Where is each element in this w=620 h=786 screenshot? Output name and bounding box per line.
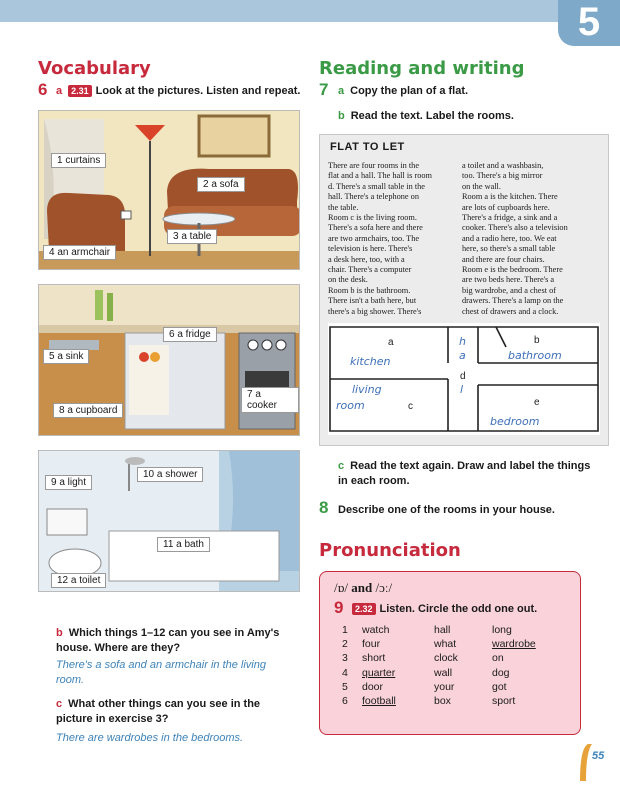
instruction-a-text: Copy the plan of a flat. bbox=[350, 85, 469, 97]
reading-heading: Reading and writing bbox=[319, 58, 525, 79]
label-toilet: 12 a toilet bbox=[51, 573, 106, 588]
word-option[interactable]: on bbox=[492, 652, 504, 665]
flat-text-column-1 bbox=[328, 161, 460, 317]
row-number: 4 bbox=[342, 666, 348, 679]
text-line: the table. bbox=[328, 202, 359, 212]
text-line: big wardrobe, and a chest of bbox=[462, 285, 556, 295]
sound-long-o: /ɔː/ bbox=[375, 580, 393, 595]
label-cooker: 7 a cooker bbox=[241, 387, 299, 413]
word-option[interactable]: box bbox=[434, 695, 451, 707]
sub-b: b bbox=[338, 110, 345, 122]
text-line: Room e is the bedroom. There bbox=[462, 265, 563, 275]
plan-room-e: e bbox=[534, 397, 540, 408]
word-option[interactable]: your bbox=[434, 680, 455, 693]
top-color-band bbox=[0, 0, 620, 22]
question-c-text: What other things can you see in the picture in exercise 3? bbox=[56, 698, 261, 725]
flat-text-column-2 bbox=[462, 161, 594, 317]
hand-label-hall-l: l bbox=[460, 383, 464, 396]
flat-plan bbox=[328, 323, 600, 435]
label-fridge: 6 a fridge bbox=[163, 327, 217, 342]
text-line: There's a sofa here and there bbox=[328, 223, 423, 233]
vocabulary-heading: Vocabulary bbox=[38, 58, 151, 79]
audio-track-badge[interactable]: 2.31 bbox=[68, 85, 92, 97]
text-line: are two beds here. There's a bbox=[462, 275, 555, 285]
unit-tab bbox=[558, 0, 620, 46]
word-option[interactable]: short bbox=[362, 652, 386, 665]
exercise-6-number: 6 bbox=[38, 80, 48, 99]
exercise-7-number: 7 bbox=[319, 80, 329, 99]
text-line: are lots of cupboards here. bbox=[462, 202, 550, 212]
sound-and: and bbox=[351, 580, 373, 595]
text-line: Room a is the kitchen. There bbox=[462, 192, 558, 202]
sound-short-o: /ɒ/ bbox=[334, 580, 349, 595]
exercise-7c-instruction bbox=[338, 459, 600, 489]
sub-c: c bbox=[56, 698, 63, 710]
text-line: chest of drawers and a clock. bbox=[462, 306, 559, 316]
label-bath: 11 a bath bbox=[157, 537, 210, 552]
word-option[interactable]: door bbox=[362, 680, 384, 693]
exercise-8-instruction: Describe one of the rooms in your house. bbox=[338, 504, 555, 516]
word-option[interactable]: long bbox=[492, 624, 512, 636]
hand-label-hall-a: a bbox=[459, 349, 466, 362]
word-option[interactable]: sport bbox=[492, 695, 516, 707]
bathroom-picture bbox=[38, 450, 300, 592]
kitchen-picture bbox=[38, 284, 300, 436]
text-line: on the wall. bbox=[462, 181, 501, 191]
row-number: 5 bbox=[342, 680, 348, 693]
text-line: there's a big shower. There's bbox=[328, 306, 422, 316]
audio-track-badge[interactable]: 2.32 bbox=[352, 603, 376, 615]
word-option[interactable]: wardrobe bbox=[492, 638, 536, 651]
exercise-6a-instruction bbox=[56, 85, 300, 97]
row-number: 3 bbox=[342, 652, 348, 665]
text-line: Room c is the living room. bbox=[328, 213, 417, 223]
flat-plan-diagram bbox=[328, 323, 600, 435]
instruction-c-text: Read the text again. Draw and label the things in each room. bbox=[338, 460, 591, 487]
text-line: are two armchairs, too. The bbox=[328, 233, 420, 243]
flat-to-let-box bbox=[319, 134, 609, 446]
label-sofa: 2 a sofa bbox=[197, 177, 245, 192]
text-line: chair. There's a computer bbox=[328, 265, 412, 275]
exercise-6c-question bbox=[56, 697, 296, 727]
plan-room-a: a bbox=[388, 337, 394, 348]
word-option[interactable]: hall bbox=[434, 624, 451, 636]
hand-label-living: living bbox=[352, 383, 382, 396]
row-number: 6 bbox=[342, 695, 348, 707]
text-line: a toilet and a washbasin, bbox=[462, 161, 544, 170]
label-sink: 5 a sink bbox=[43, 349, 89, 364]
word-option[interactable]: what bbox=[434, 638, 457, 651]
label-armchair: 4 an armchair bbox=[43, 245, 116, 260]
exercise-8-number: 8 bbox=[319, 498, 329, 517]
word-option[interactable]: clock bbox=[434, 652, 458, 665]
pronunciation-box bbox=[319, 571, 581, 735]
living-room-picture bbox=[38, 110, 300, 270]
hand-label-bathroom: bathroom bbox=[508, 349, 562, 362]
page-number-tab bbox=[576, 738, 620, 781]
hand-label-room: room bbox=[336, 399, 365, 412]
flat-box-title: FLAT TO LET bbox=[330, 141, 405, 153]
row-number: 1 bbox=[342, 624, 348, 636]
text-line: cooker. There's also a television bbox=[462, 223, 568, 233]
text-line: and there are four chairs. bbox=[462, 254, 545, 264]
text-line: d. There's a small table in the bbox=[328, 181, 425, 191]
text-line: There's a fridge, a sink and a bbox=[462, 213, 558, 223]
text-line: There are four rooms in the bbox=[328, 161, 419, 170]
word-option[interactable]: dog bbox=[492, 666, 510, 679]
text-line: too. There's a big mirror bbox=[462, 171, 543, 181]
sounds-heading bbox=[334, 580, 392, 596]
label-curtains: 1 curtains bbox=[51, 153, 106, 168]
text-line: flat and a hall. The hall is room bbox=[328, 171, 432, 181]
answer-b: There's a sofa and an armchair in the living room. bbox=[56, 659, 266, 686]
pronunciation-heading: Pronunciation bbox=[319, 540, 461, 561]
exercise-6b-question bbox=[56, 626, 296, 656]
word-option[interactable]: wall bbox=[434, 666, 453, 679]
word-option[interactable]: four bbox=[362, 638, 381, 651]
word-option[interactable]: watch bbox=[362, 624, 390, 636]
text-line: here, so there's a small table bbox=[462, 244, 556, 254]
sub-a: a bbox=[338, 85, 345, 97]
label-table: 3 a table bbox=[167, 229, 217, 244]
text-line: a desk here, too, with a bbox=[328, 254, 405, 264]
hand-label-bedroom: bedroom bbox=[490, 415, 540, 428]
exercise-9-instruction bbox=[352, 603, 537, 615]
text-line: and a radio here, too. We eat bbox=[462, 233, 557, 243]
plan-room-c: c bbox=[408, 401, 413, 412]
sub-a: a bbox=[56, 85, 63, 97]
word-option[interactable]: football bbox=[362, 695, 396, 707]
instruction-text: Listen. Circle the odd one out. bbox=[379, 603, 538, 615]
instruction-b-text: Read the text. Label the rooms. bbox=[350, 110, 514, 122]
plan-room-d: d bbox=[460, 371, 466, 382]
row-number: 2 bbox=[342, 638, 348, 651]
exercise-9-number: 9 bbox=[334, 598, 344, 617]
instruction-text: Look at the pictures. Listen and repeat. bbox=[95, 85, 301, 97]
text-line: Room b is the bathroom. bbox=[328, 285, 411, 295]
page-number: 55 bbox=[592, 750, 605, 762]
label-light: 9 a light bbox=[45, 475, 92, 490]
unit-number: 5 bbox=[577, 0, 601, 44]
text-line: drawers. There's a lamp on the bbox=[462, 296, 564, 306]
question-b-text: Which things 1–12 can you see in Amy's house. Where are they? bbox=[56, 627, 280, 654]
label-cupboard: 8 a cupboard bbox=[53, 403, 123, 418]
plan-room-b: b bbox=[534, 335, 540, 346]
text-line: hall. There's a telephone on bbox=[328, 192, 419, 202]
text-line: There isn't a bath here, but bbox=[328, 296, 417, 306]
hand-label-kitchen: kitchen bbox=[350, 355, 391, 368]
hand-label-hall-h: h bbox=[459, 335, 466, 348]
sub-b: b bbox=[56, 627, 63, 639]
word-option[interactable]: quarter bbox=[362, 666, 396, 679]
sub-c: c bbox=[338, 460, 345, 472]
exercise-7a-instruction bbox=[338, 85, 468, 97]
exercise-7b-instruction bbox=[338, 110, 514, 122]
text-line: television is here. There's bbox=[328, 244, 413, 254]
word-option[interactable]: got bbox=[492, 680, 507, 693]
answer-c: There are wardrobes in the bedrooms. bbox=[56, 732, 244, 744]
label-shower: 10 a shower bbox=[137, 467, 203, 482]
text-line: on the desk. bbox=[328, 275, 368, 285]
